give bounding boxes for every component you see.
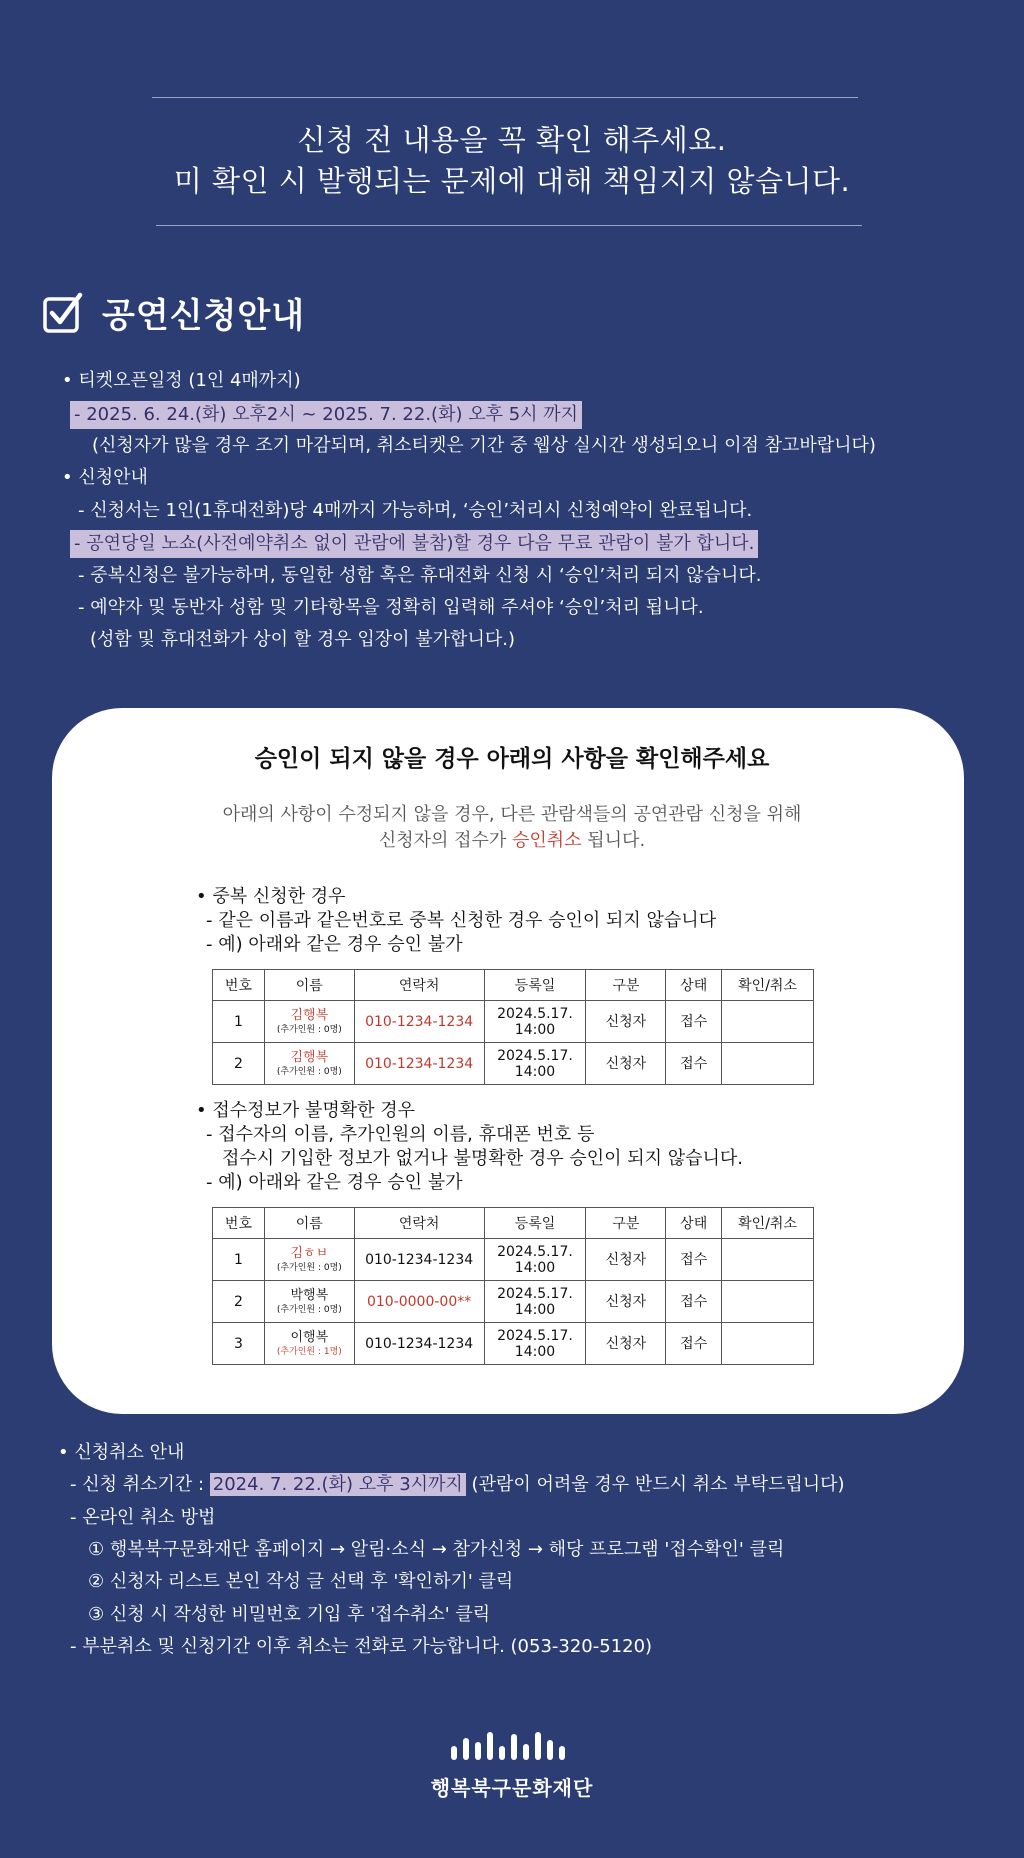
- table-row: [213, 1043, 814, 1085]
- row-extra: (추가인원 : 0명): [276, 1262, 342, 1273]
- card-subtitle-1: 아래의 사항이 수정되지 않을 경우, 다른 관람색들의 공연관람 신청을 위해: [222, 804, 802, 825]
- row-extra: (추가인원 : 0명): [276, 1304, 342, 1315]
- row-confirm: [722, 1323, 814, 1365]
- apply-guide-heading: • 신청안내: [62, 467, 148, 488]
- checkbox-icon: [42, 292, 84, 334]
- section-title-text: 공연신청안내: [102, 296, 306, 336]
- row-date: [484, 1001, 586, 1043]
- table-header-row: [213, 1208, 814, 1239]
- apply-guide-note: (성함 및 휴대전화가 상이 할 경우 입장이 불가합니다.): [90, 629, 515, 650]
- row-confirm: [722, 1001, 814, 1043]
- row-confirm: [722, 1281, 814, 1323]
- card-title: 승인이 되지 않을 경우 아래의 사항을 확인해주세요: [254, 746, 770, 772]
- ticket-open-period: - 2025. 6. 24.(화) 오후2시 ~ 2025. 7. 22.(화) 오후 5시 까지: [70, 401, 582, 429]
- row-date-day: 2024.5.17.: [497, 1243, 573, 1260]
- row-name-text: 박행복: [290, 1287, 329, 1303]
- row-status: 접수: [666, 1323, 722, 1365]
- online-cancel-step-2: ② 신청자 리스트 본인 작성 글 선택 후 '확인하기' 클릭: [88, 1571, 514, 1592]
- row-date-day: 2024.5.17.: [497, 1047, 573, 1064]
- header-date: 등록일: [484, 970, 586, 1001]
- table-row: [213, 1001, 814, 1043]
- row-date-time: 14:00: [514, 1301, 556, 1318]
- header-no: 번호: [213, 1208, 265, 1239]
- row-extra: (추가인원 : 1명): [276, 1346, 342, 1357]
- header-confirm: 확인/취소: [722, 970, 814, 1001]
- header-date: 등록일: [484, 1208, 586, 1239]
- header-type: 구분: [586, 1208, 666, 1239]
- table-row: [213, 1239, 814, 1281]
- row-confirm: [722, 1239, 814, 1281]
- apply-guide-item-1: - 신청서는 1인(1휴대전화)당 4매까지 가능하며, ‘승인’처리시 신청예약이 완료됩니다.: [78, 500, 753, 521]
- header-name: 이름: [264, 1208, 354, 1239]
- row-name: [264, 1239, 354, 1281]
- apply-guide-item-4: - 예약자 및 동반자 성함 및 기타항목을 정확히 입력해 주셔야 ‘승인’처리 됩니다.: [78, 597, 704, 618]
- row-no: 1: [213, 1001, 265, 1043]
- case2-desc-3: - 예) 아래와 같은 경우 승인 불가: [206, 1172, 463, 1193]
- row-name-text: 김행복: [290, 1007, 329, 1023]
- logo-bars: [447, 1730, 577, 1764]
- row-date-time: 14:00: [514, 1063, 556, 1080]
- row-extra: (추가인원 : 0명): [276, 1066, 342, 1077]
- row-date-day: 2024.5.17.: [497, 1005, 573, 1022]
- ticket-open-heading: • 티켓오픈일정 (1인 4매까지): [62, 370, 301, 391]
- top-divider: [152, 97, 858, 98]
- apply-guide-item-2: - 공연당일 노쇼(사전예약취소 없이 관람에 불참)할 경우 다음 무료 관람이 불가 합니다.: [70, 530, 758, 558]
- unclear-info-example-table: [212, 1207, 814, 1365]
- row-status: 접수: [666, 1281, 722, 1323]
- table-row: [213, 1323, 814, 1365]
- approval-cancel-text: 승인취소: [512, 830, 582, 851]
- row-phone: 010-1234-1234: [354, 1239, 484, 1281]
- table-header-row: [213, 970, 814, 1001]
- row-phone: 010-1234-1234: [354, 1323, 484, 1365]
- notice-line-1: 신청 전 내용을 꼭 확인 해주세요.: [297, 123, 727, 157]
- duplicate-example-table: [212, 969, 814, 1085]
- row-status: 접수: [666, 1001, 722, 1043]
- row-extra: (추가인원 : 0명): [276, 1024, 342, 1035]
- row-no: 2: [213, 1043, 265, 1085]
- row-type: 신청자: [586, 1323, 666, 1365]
- row-status: 접수: [666, 1239, 722, 1281]
- row-date-day: 2024.5.17.: [497, 1327, 573, 1344]
- row-name-text: 김ㅎㅂ: [290, 1245, 329, 1261]
- case1-desc-2: - 예) 아래와 같은 경우 승인 불가: [206, 934, 463, 955]
- row-date: [484, 1281, 586, 1323]
- row-date-time: 14:00: [514, 1021, 556, 1038]
- row-status: 접수: [666, 1043, 722, 1085]
- row-no: 2: [213, 1281, 265, 1323]
- card-subtitle-2-post: 됩니다.: [581, 830, 646, 851]
- row-date: [484, 1323, 586, 1365]
- ticket-open-note: (신청자가 많을 경우 조기 마감되며, 취소티켓은 기간 중 웹상 실시간 생성되오니 이점 참고바랍니다): [92, 435, 876, 456]
- cancel-heading: • 신청취소 안내: [58, 1442, 185, 1463]
- case2-desc-1: - 접수자의 이름, 추가인원의 이름, 휴대폰 번호 등: [206, 1124, 595, 1145]
- foundation-name: 행복북구문화재단: [430, 1776, 594, 1800]
- apply-guide-item-3: - 중복신청은 불가능하며, 동일한 성함 혹은 휴대전화 신청 시 ‘승인’처리 되지 않습니다.: [78, 565, 762, 586]
- row-type: 신청자: [586, 1001, 666, 1043]
- row-name: [264, 1281, 354, 1323]
- row-no: 3: [213, 1323, 265, 1365]
- phone-cancel-note: - 부분취소 및 신청기간 이후 취소는 전화로 가능합니다. (053-320-5120): [70, 1636, 653, 1657]
- header-no: 번호: [213, 970, 265, 1001]
- cancel-period-date: 2024. 7. 22.(화) 오후 3시까지: [210, 1473, 466, 1496]
- cancel-period: [70, 1472, 845, 1498]
- online-cancel-step-3: ③ 신청 시 작성한 비밀번호 기입 후 '접수취소' 클릭: [88, 1604, 491, 1625]
- row-date: [484, 1239, 586, 1281]
- foundation-logo-icon: [0, 1730, 1024, 1768]
- header-name: 이름: [264, 970, 354, 1001]
- row-name-text: 이행복: [290, 1329, 329, 1345]
- cancel-period-label: - 신청 취소기간 :: [70, 1474, 210, 1495]
- case1-title: • 중복 신청한 경우: [196, 886, 346, 907]
- header-type: 구분: [586, 970, 666, 1001]
- header-phone: 연락처: [354, 970, 484, 1001]
- notice-line-2: 미 확인 시 발행되는 문제에 대해 책임지지 않습니다.: [173, 164, 851, 198]
- row-date-time: 14:00: [514, 1259, 556, 1276]
- section-title: [42, 288, 305, 337]
- header-phone: 연락처: [354, 1208, 484, 1239]
- card-subtitle-2-pre: 신청자의 접수가: [378, 830, 512, 851]
- row-phone: 010-1234-1234: [354, 1043, 484, 1085]
- online-cancel-heading: - 온라인 취소 방법: [70, 1507, 216, 1528]
- row-date-day: 2024.5.17.: [497, 1285, 573, 1302]
- case2-title: • 접수정보가 불명확한 경우: [196, 1100, 416, 1121]
- row-type: 신청자: [586, 1043, 666, 1085]
- row-name: [264, 1001, 354, 1043]
- row-name: [264, 1043, 354, 1085]
- online-cancel-step-1: ① 행복북구문화재단 홈페이지 → 알림·소식 → 참가신청 → 해당 프로그램 '접수확인' 클릭: [88, 1539, 785, 1560]
- row-name-text: 김행복: [290, 1049, 329, 1065]
- card-subtitle-2: [0, 828, 1024, 854]
- row-date: [484, 1043, 586, 1085]
- header-status: 상태: [666, 970, 722, 1001]
- row-phone: 010-0000-00**: [354, 1281, 484, 1323]
- row-no: 1: [213, 1239, 265, 1281]
- bottom-divider: [156, 225, 862, 226]
- row-phone: 010-1234-1234: [354, 1001, 484, 1043]
- row-type: 신청자: [586, 1239, 666, 1281]
- row-name: [264, 1323, 354, 1365]
- row-confirm: [722, 1043, 814, 1085]
- row-date-time: 14:00: [514, 1343, 556, 1360]
- cancel-period-note: (관람이 어려울 경우 반드시 취소 부탁드립니다): [465, 1474, 845, 1495]
- case1-desc-1: - 같은 이름과 같은번호로 중복 신청한 경우 승인이 되지 않습니다: [206, 910, 717, 931]
- case2-desc-2: 접수시 기입한 정보가 없거나 불명확한 경우 승인이 되지 않습니다.: [222, 1148, 743, 1169]
- table-row: [213, 1281, 814, 1323]
- header-status: 상태: [666, 1208, 722, 1239]
- row-type: 신청자: [586, 1281, 666, 1323]
- header-confirm: 확인/취소: [722, 1208, 814, 1239]
